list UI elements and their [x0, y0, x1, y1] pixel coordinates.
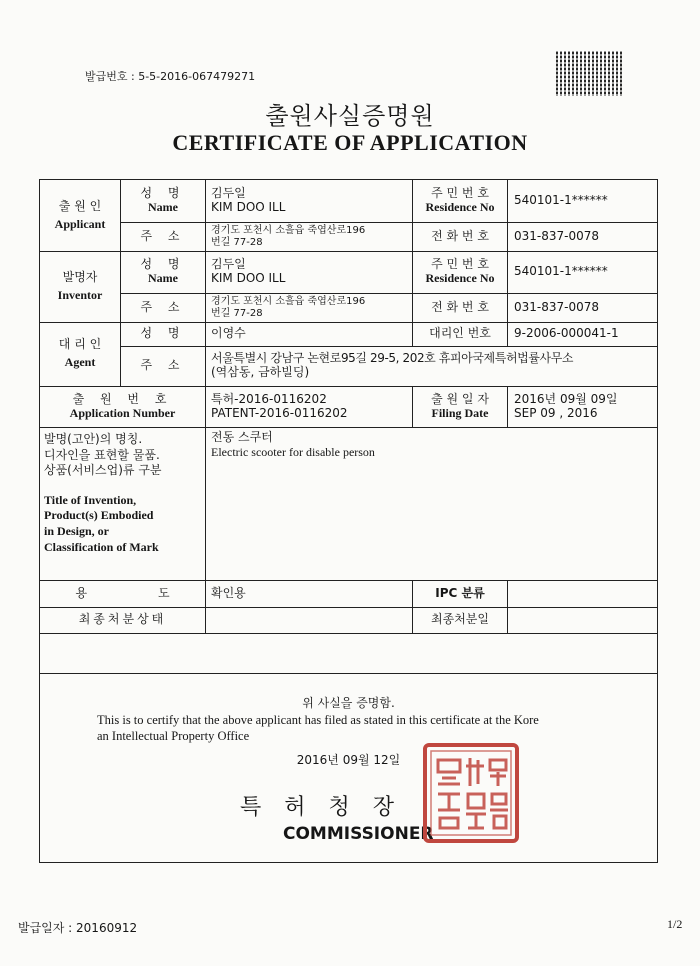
address-label	[121, 346, 205, 386]
applicant-label-en: Applicant	[54, 216, 106, 231]
application-number-label	[40, 386, 205, 427]
agent-address	[211, 346, 656, 386]
ipc-label-text: IPC 분류	[435, 585, 485, 600]
title-english: CERTIFICATE OF APPLICATION	[172, 130, 528, 155]
title-label-ko-1: 발명(고안)의 명칭.	[44, 432, 143, 446]
phone-label	[413, 222, 507, 251]
inventor-residence	[514, 251, 654, 293]
agent-label	[40, 322, 120, 386]
application-number-label-en: Application Number	[69, 405, 176, 420]
applicant-name-en: KIM DOO ILL	[211, 200, 286, 214]
residence-label-ko: 주 민 번 호	[431, 186, 489, 201]
final-date-label	[413, 607, 507, 633]
address-label	[121, 293, 205, 322]
filing-date-label-en: Filing Date	[431, 405, 489, 420]
applicant-residence-value: 540101-1******	[514, 193, 608, 208]
address-label	[121, 222, 205, 251]
filing-date	[514, 386, 654, 427]
purpose-label	[40, 580, 205, 607]
commissioner-korean: 특 허 청 장	[240, 795, 402, 820]
name-label-ko: 성 명	[140, 326, 186, 341]
application-number-label-ko: 출 원 번 호	[72, 391, 173, 406]
inventor-phone	[514, 293, 654, 322]
agent-number-label	[413, 322, 507, 346]
residence-label-en: Residence No	[425, 200, 495, 214]
inventor-name-en: KIM DOO ILL	[211, 271, 286, 285]
applicant-address-line1: 경기도 포천시 소흘읍 죽엽산로196	[211, 225, 366, 236]
inventor-address	[211, 293, 411, 322]
title-label-ko-3: 상품(서비스업)류 구분	[44, 463, 162, 478]
final-date-label-text: 최종처분일	[431, 612, 489, 627]
agent-number-value: 9-2006-000041-1	[514, 326, 619, 341]
residence-label	[413, 251, 507, 293]
purpose-label-2: 도	[157, 585, 170, 600]
applicant-residence	[514, 180, 654, 222]
filing-date-ko: 2016년 09월 09일	[514, 391, 618, 406]
inventor-label-ko: 발명자	[62, 269, 98, 284]
applicant-address-line2: 번길 77-28	[211, 236, 263, 248]
agent-name	[211, 322, 411, 346]
application-number	[211, 386, 411, 427]
agent-label-ko: 대 리 인	[58, 337, 102, 352]
application-number-ko: 특허-2016-0116202	[211, 391, 327, 406]
inventor-name	[211, 251, 411, 293]
name-label-en: Name	[148, 271, 178, 285]
residence-label-ko: 주 민 번 호	[431, 257, 489, 272]
footer-issue-date: 발급일자 : 20160912	[18, 921, 138, 935]
filing-date-en: SEP 09 , 2016	[514, 405, 598, 420]
certify-korean: 위 사실을 증명함.	[302, 696, 395, 710]
name-label-ko: 성 명	[140, 257, 186, 272]
name-label-en: Name	[148, 200, 178, 214]
applicant-label	[40, 180, 120, 251]
agent-number-label-ko: 대리인 번호	[429, 326, 491, 341]
inventor-address-line1: 경기도 포천시 소흘읍 죽엽산로196	[211, 296, 366, 307]
invention-title-ko: 전동 스쿠터	[211, 430, 273, 444]
applicant-address	[211, 222, 411, 251]
residence-label-en: Residence No	[425, 271, 495, 285]
applicant-label-ko: 출 원 인	[58, 198, 102, 213]
phone-label	[413, 293, 507, 322]
agent-number	[514, 322, 654, 346]
name-label	[121, 251, 205, 293]
name-label	[121, 180, 205, 222]
invention-title	[211, 430, 651, 460]
phone-label-ko: 전 화 번 호	[431, 299, 489, 314]
purpose-label-1: 용	[75, 585, 88, 600]
agent-address-line2: (역삼동, 금하빌딩)	[211, 365, 310, 379]
name-label-ko: 성 명	[140, 186, 186, 201]
applicant-phone-value: 031-837-0078	[514, 228, 600, 243]
purpose-value	[211, 580, 411, 607]
page-number: 1/2	[667, 917, 683, 931]
inventor-address-line2: 번길 77-28	[211, 307, 263, 319]
invention-title-en: Electric scooter for disable person	[211, 445, 375, 459]
inventor-name-ko: 김두일	[211, 257, 246, 272]
application-number-en: PATENT-2016-0116202	[211, 405, 348, 420]
certificate-table	[39, 179, 658, 863]
applicant-name	[211, 180, 411, 222]
title-label-en-4: Classification of Mark	[44, 539, 159, 554]
address-label-ko: 주 소	[140, 228, 186, 243]
final-status-label	[40, 607, 205, 633]
inventor-phone-value: 031-837-0078	[514, 299, 600, 314]
name-label	[121, 322, 205, 346]
filing-date-label-ko: 출 원 일 자	[431, 391, 489, 406]
residence-label	[413, 180, 507, 222]
agent-address-line1: 서울특별시 강남구 논현로95길 29-5, 202호 휴피아국제특허법률사무소	[211, 351, 574, 366]
inventor-label-en: Inventor	[57, 287, 103, 302]
certify-date: 2016년 09월 12일	[296, 753, 401, 767]
filing-date-label	[413, 386, 507, 427]
commissioner-english: COMMISSIONER	[283, 824, 434, 844]
certify-english-line1: This is to certify that the above applicant has filed as stated in this certificate at the Kore	[97, 713, 539, 727]
barcode-image	[556, 51, 622, 96]
purpose-value-text: 확인용	[211, 585, 246, 600]
title-of-invention-label	[44, 432, 204, 555]
address-label-ko: 주 소	[140, 358, 186, 373]
phone-label-ko: 전 화 번 호	[431, 228, 489, 243]
official-seal	[422, 742, 520, 844]
inventor-label	[40, 251, 120, 322]
applicant-phone	[514, 222, 654, 251]
certify-english-line2: an Intellectual Property Office	[97, 728, 250, 743]
inventor-residence-value: 540101-1******	[514, 264, 608, 279]
applicant-name-ko: 김두일	[211, 186, 246, 201]
issue-number: 발급번호 : 5-5-2016-067479271	[85, 70, 256, 83]
agent-name-value: 이영수	[211, 326, 246, 341]
title-label-en-3: in Design, or	[44, 523, 110, 538]
address-label-ko: 주 소	[140, 299, 186, 314]
final-status-label-text: 최종처분상태	[78, 612, 167, 627]
ipc-label	[413, 580, 507, 607]
certify-english	[97, 713, 653, 744]
title-label-ko-2: 디자인을 표현할 물품.	[44, 447, 160, 462]
title-label-en-1: Title of Invention,	[44, 492, 137, 507]
agent-label-en: Agent	[64, 355, 96, 369]
title-korean: 출원사실증명원	[265, 102, 435, 130]
official-seal-icon	[422, 742, 520, 844]
title-label-en-2: Product(s) Embodied	[44, 508, 154, 523]
